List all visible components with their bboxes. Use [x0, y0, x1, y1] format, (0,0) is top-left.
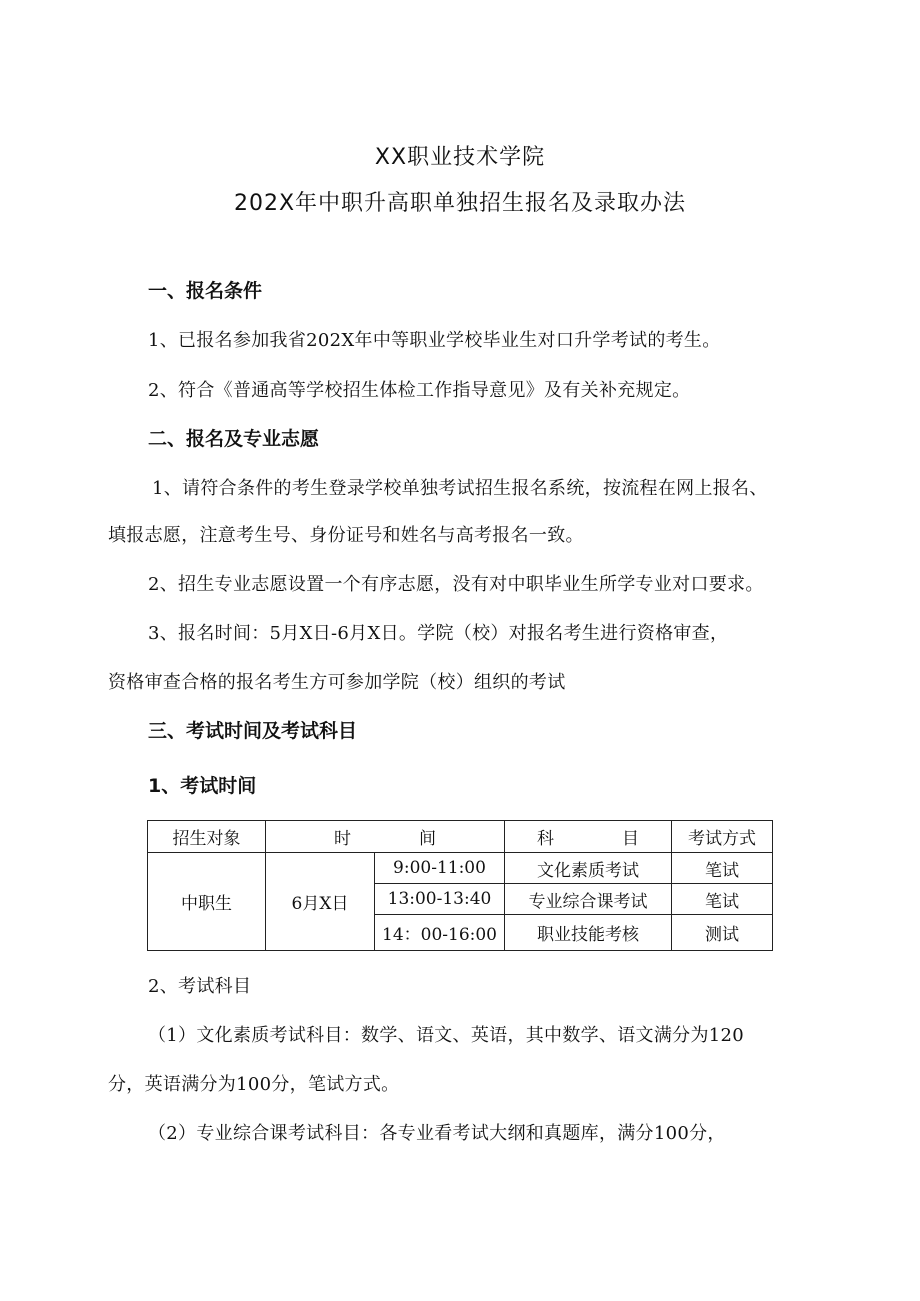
section-2-heading: 二、报名及专业志愿 [148, 428, 320, 450]
mode-cell: 测试 [672, 915, 773, 951]
doc-title-line1: XX职业技术学院 [374, 145, 546, 170]
s2-paragraph-3a: 3、报名时间：5月X日-6月X日。学院（校）对报名考生进行资格审查， [148, 623, 729, 644]
time-cell: 9:00-11:00 [375, 853, 505, 884]
table-header-cell: 考试方式 [672, 821, 773, 853]
date-cell: 6月X日 [266, 853, 375, 951]
target-cell: 中职生 [148, 853, 266, 951]
subject-cell: 文化素质考试 [505, 853, 672, 884]
doc-title-line2: 202X年中职升高职单独招生报名及录取办法 [233, 191, 687, 216]
mode-cell: 笔试 [672, 884, 773, 915]
table-header-cell: 招生对象 [148, 821, 266, 853]
table-header-cell: 时 间 [266, 821, 505, 853]
table-row [148, 853, 773, 884]
s1-paragraph-1: 1、已报名参加我省202X年中等职业学校毕业生对口升学考试的考生。 [148, 330, 721, 351]
mode-cell: 笔试 [672, 853, 773, 884]
section-1-heading: 一、报名条件 [148, 280, 263, 302]
s1-paragraph-2: 2、符合《普通高等学校招生体检工作指导意见》及有关补充规定。 [148, 380, 691, 401]
subject-cell: 职业技能考核 [505, 915, 672, 951]
s2-paragraph-3b: 资格审查合格的报名考生方可参加学院（校）组织的考试 [108, 672, 566, 693]
exam-schedule-table [147, 820, 773, 951]
section-3-heading: 三、考试时间及考试科目 [148, 720, 358, 742]
time-cell: 14：00-16:00 [375, 915, 505, 951]
s3-subheading-1: 1、考试时间 [148, 775, 257, 797]
table-header-cell: 科 目 [505, 821, 672, 853]
s2-paragraph-1b: 填报志愿，注意考生号、身份证号和姓名与高考报名一致。 [108, 525, 584, 546]
time-cell: 13:00-13:40 [375, 884, 505, 915]
s2-paragraph-1a: 1、请符合条件的考生登录学校单独考试招生报名系统，按流程在网上报名、 [152, 478, 768, 499]
subject-cell: 专业综合课考试 [505, 884, 672, 915]
s3-subheading-2: 2、考试科目 [148, 976, 252, 997]
s2-paragraph-2: 2、招生专业志愿设置一个有序志愿，没有对中职毕业生所学专业对口要求。 [148, 574, 764, 595]
table-header-row [148, 821, 773, 853]
s3-paragraph-2: （2）专业综合课考试科目：各专业看考试大纲和真题库，满分100分， [148, 1123, 726, 1144]
s3-paragraph-1b: 分，英语满分为100分，笔试方式。 [108, 1074, 400, 1095]
s3-paragraph-1a: （1）文化素质考试科目：数学、语文、英语，其中数学、语文满分为120 [148, 1025, 745, 1046]
